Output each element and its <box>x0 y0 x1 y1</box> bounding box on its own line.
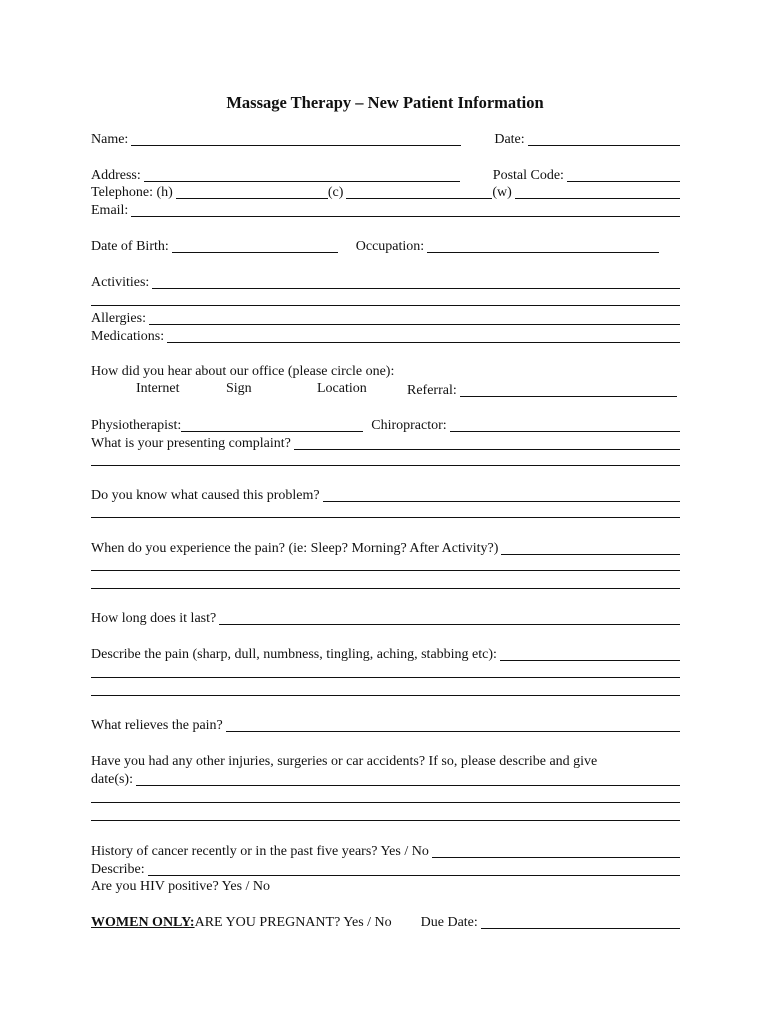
activities-extra-line[interactable] <box>91 305 680 306</box>
presenting-complaint-field[interactable] <box>294 435 680 450</box>
allergies-field[interactable] <box>149 310 680 325</box>
date-field[interactable] <box>528 131 680 146</box>
injuries-label: Have you had any other injuries, surgeries or car accidents? If so, please describe and give <box>91 754 598 769</box>
option-internet[interactable]: Internet <box>136 381 180 396</box>
activities-field[interactable] <box>152 274 680 289</box>
postal-code-label: Postal Code: <box>492 168 564 183</box>
presenting-complaint-label: What is your presenting complaint? <box>91 436 291 451</box>
telephone-home-field[interactable] <box>176 184 328 199</box>
dob-field[interactable] <box>172 238 338 253</box>
telephone-home-label: Telephone: (h) <box>91 185 173 200</box>
medications-row <box>91 327 680 345</box>
medications-label: Medications: <box>91 329 165 344</box>
describe-pain-field[interactable] <box>500 646 680 661</box>
due-date-field[interactable] <box>481 914 680 929</box>
injuries-row-2 <box>91 770 680 788</box>
email-label: Email: <box>91 203 129 218</box>
medications-field[interactable] <box>167 328 680 343</box>
due-date-label: Due Date: <box>420 915 478 930</box>
when-pain-extra-line-1[interactable] <box>91 570 680 571</box>
relieves-label: What relieves the pain? <box>91 718 223 733</box>
when-pain-row <box>91 539 680 557</box>
cause-row <box>91 486 680 504</box>
cancer-field[interactable] <box>432 843 680 858</box>
activities-row <box>91 273 680 291</box>
describe-field[interactable] <box>148 861 680 876</box>
telephone-work-field[interactable] <box>515 184 680 199</box>
telephone-work-label: (w) <box>492 185 512 200</box>
complaint-extra-line[interactable] <box>91 465 680 466</box>
chiropractor-field[interactable] <box>450 417 680 432</box>
relieves-field[interactable] <box>226 717 680 732</box>
referral-field[interactable] <box>460 382 677 397</box>
describe-pain-extra-line-1[interactable] <box>91 677 680 678</box>
occupation-label: Occupation: <box>355 239 425 254</box>
name-field[interactable] <box>131 131 461 146</box>
address-label: Address: <box>91 168 141 183</box>
injuries-extra-line-2[interactable] <box>91 820 680 821</box>
occupation-field[interactable] <box>427 238 659 253</box>
cancer-row <box>91 842 680 860</box>
when-pain-extra-line-2[interactable] <box>91 588 680 589</box>
cause-extra-line[interactable] <box>91 517 680 518</box>
allergies-row <box>91 309 680 327</box>
how-long-row <box>91 609 680 627</box>
cancer-label: History of cancer recently or in the past five years? Yes / No <box>91 844 429 859</box>
describe-pain-row <box>91 645 680 663</box>
describe-pain-label: Describe the pain (sharp, dull, numbness, tingling, aching, stabbing etc): <box>91 647 497 662</box>
option-sign[interactable]: Sign <box>226 381 252 396</box>
email-row <box>91 201 680 219</box>
cause-label: Do you know what caused this problem? <box>91 488 320 503</box>
when-pain-field[interactable] <box>501 540 680 555</box>
physio-chiro-row <box>91 416 680 434</box>
describe-row <box>91 860 680 878</box>
injuries-dates-label: date(s): <box>91 772 133 787</box>
physiotherapist-label: Physiotherapist: <box>91 418 182 433</box>
chiropractor-label: Chiropractor: <box>371 418 447 433</box>
telephone-row <box>91 183 680 201</box>
how-long-field[interactable] <box>219 610 680 625</box>
hiv-row <box>91 877 680 895</box>
relieves-row <box>91 716 680 734</box>
name-date-row <box>91 130 680 148</box>
telephone-cell-field[interactable] <box>346 184 492 199</box>
injuries-row-1 <box>91 752 680 770</box>
telephone-cell-label: (c) <box>327 185 344 200</box>
email-field[interactable] <box>131 202 680 217</box>
address-row <box>91 166 680 184</box>
when-pain-label: When do you experience the pain? (ie: Sleep? Morning? After Activity?) <box>91 541 499 556</box>
women-only-label: WOMEN ONLY: <box>91 915 195 930</box>
referral-row <box>407 381 677 399</box>
pregnancy-row <box>91 913 680 931</box>
postal-code-field[interactable] <box>567 167 680 182</box>
injuries-field[interactable] <box>136 771 680 786</box>
hiv-label: Are you HIV positive? Yes / No <box>91 879 271 894</box>
hear-about-row <box>91 362 680 380</box>
injuries-extra-line-1[interactable] <box>91 802 680 803</box>
describe-pain-extra-line-2[interactable] <box>91 695 680 696</box>
dob-occupation-row <box>91 237 680 255</box>
hear-about-label: How did you hear about our office (please circle one): <box>91 364 395 379</box>
pregnant-label: ARE YOU PREGNANT? Yes / No <box>194 915 392 930</box>
address-field[interactable] <box>144 167 460 182</box>
name-label: Name: <box>91 132 129 147</box>
form-title: Massage Therapy – New Patient Information <box>226 93 544 112</box>
activities-label: Activities: <box>91 275 150 290</box>
date-label: Date: <box>494 132 525 147</box>
cause-field[interactable] <box>323 487 680 502</box>
option-location[interactable]: Location <box>317 381 367 396</box>
how-long-label: How long does it last? <box>91 611 217 626</box>
dob-label: Date of Birth: <box>91 239 169 254</box>
allergies-label: Allergies: <box>91 311 146 326</box>
complaint-row <box>91 434 680 452</box>
describe-label: Describe: <box>91 862 145 877</box>
physiotherapist-field[interactable] <box>181 417 363 432</box>
option-referral[interactable]: Referral: <box>407 383 457 398</box>
